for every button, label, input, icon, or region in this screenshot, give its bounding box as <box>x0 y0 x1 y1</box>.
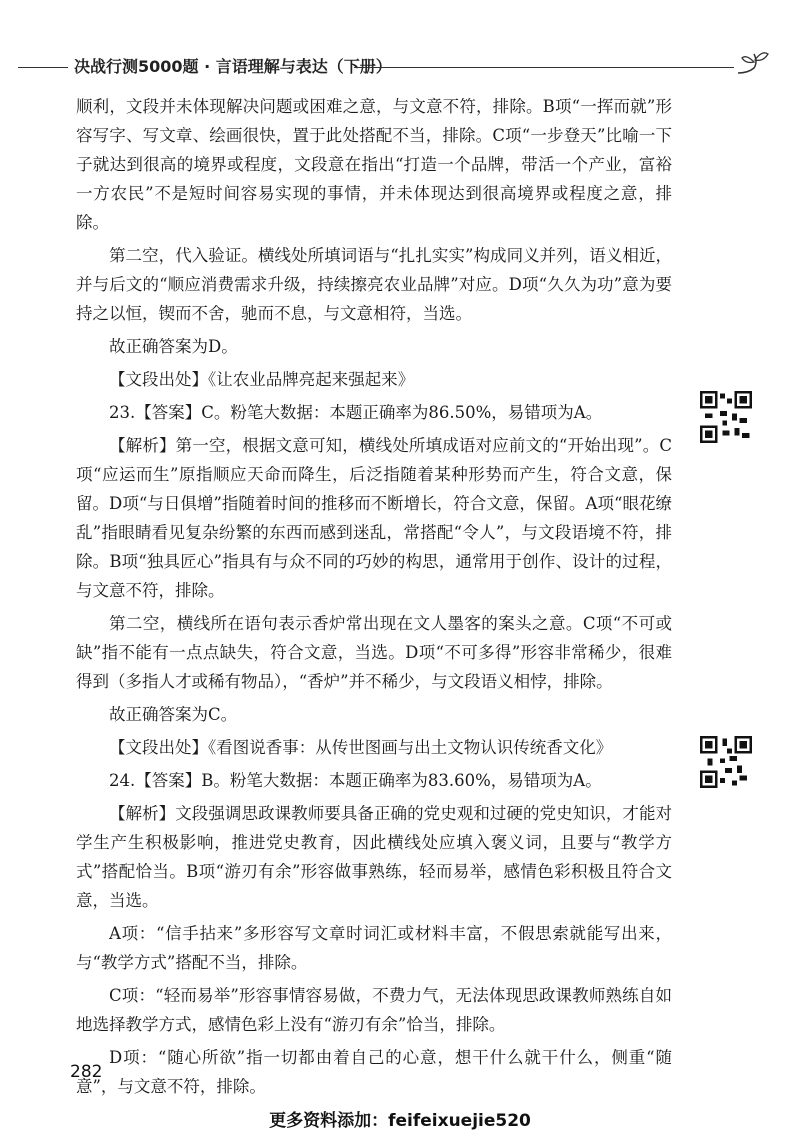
paragraph-answer-23: 23.【答案】C。粉笔大数据：本题正确率为86.50%，易错项为A。 <box>109 403 603 422</box>
paragraph-analysis-24: 【解析】文段强调思政课教师要具备正确的党史观和过硬的党史知识，才能对学生产生积极影响，推进党史教育，因此横线处应填入褒义词，且要与“教学方式”搭配恰当。B项“游刃有余”形容做事熟练，轻而易举，感情色彩积极且符合文意，当选。 <box>76 804 672 910</box>
paragraph-source-22: 【文段出处】《让农业品牌亮起来强起来》 <box>109 370 415 389</box>
sprout-icon <box>734 48 774 82</box>
paragraph-second-blank: 第二空，代入验证。横线处所填词语与“扎扎实实”构成同义并列，语义相近，并与后文的“顺应消费需求升级，持续擦亮农业品牌”对应。D项“久久为功”意为要持之以恒，锲而不舍，驰而不息，与文意相符，当选。 <box>76 246 672 323</box>
paragraph-option-d: D项：“随心所欲”指一切都由着自己的心意，想干什么就干什么，侧重“随意”，与文意不符，排除。 <box>76 1048 672 1096</box>
paragraph-source-23: 【文段出处】《看图说香事：从传世图画与出土文物认识传统香文化》 <box>109 738 613 757</box>
page-number: 282 <box>70 1062 103 1082</box>
paragraph-answer-24: 24.【答案】B。粉笔大数据：本题正确率为83.60%，易错项为A。 <box>109 771 602 790</box>
header-rule-right <box>354 67 734 68</box>
qr-code-icon[interactable] <box>700 736 752 788</box>
footer-note: 更多资料添加：feifeixuejie520 <box>269 1111 531 1131</box>
paragraph-option-analysis: 顺利，文段并未体现解决问题或困难之意，与文意不符，排除。B项“一挥而就”形容写字、写文章、绘画很快，置于此处搭配不当，排除。C项“一步登天”比喻一下子就达到很高的境界或程度，文段意在指出“打造一个品牌，带活一个产业，富裕一方农民”不是短时间容易实现的事情，并未体现达到很高境界或程度之意，排除。 <box>76 97 672 232</box>
explanation-body <box>76 92 672 1105</box>
paragraph-option-c: C项：“轻而易举”形容事情容易做，不费力气，无法体现思政课教师熟练自如地选择教学方式，感情色彩上没有“游刃有余”恰当，排除。 <box>76 986 672 1034</box>
paragraph-second-blank-23: 第二空，横线所在语句表示香炉常出现在文人墨客的案头之意。C项“不可或缺”指不能有一点点缺失，符合文意，当选。D项“不可多得”形容非常稀少，很难得到（多指人才或稀有物品），“香炉”并不稀少，与文段语义相悖，排除。 <box>76 614 672 691</box>
paragraph-option-a: A项：“信手拈来”多形容写文章时词汇或材料丰富，不假思索就能写出来，与“教学方式”搭配不当，排除。 <box>76 924 672 972</box>
running-header <box>0 46 800 86</box>
paragraph-analysis-23: 【解析】第一空，根据文意可知，横线处所填成语对应前文的“开始出现”。C项“应运而生”原指顺应天命而降生，后泛指随着某种形势而产生，符合文意，保留。D项“与日俱增”指随着时间的推移而不断增长，符合文意，保留。A项“眼花缭乱”指眼睛看见复杂纷繁的东西而感到迷乱，常搭配“令人”，与文段语境不符，排除。B项“独具匠心”指具有与众不同的巧妙的构思，通常用于创作、设计的过程，与文意不符，排除。 <box>76 436 672 600</box>
book-title: 决战行测5000题 · 言语理解与表达（下册） <box>74 57 392 76</box>
qr-code-icon[interactable] <box>700 391 752 443</box>
paragraph-answer-d: 故正确答案为D。 <box>109 337 238 356</box>
header-rule-left <box>18 67 68 68</box>
paragraph-answer-c: 故正确答案为C。 <box>109 705 238 724</box>
